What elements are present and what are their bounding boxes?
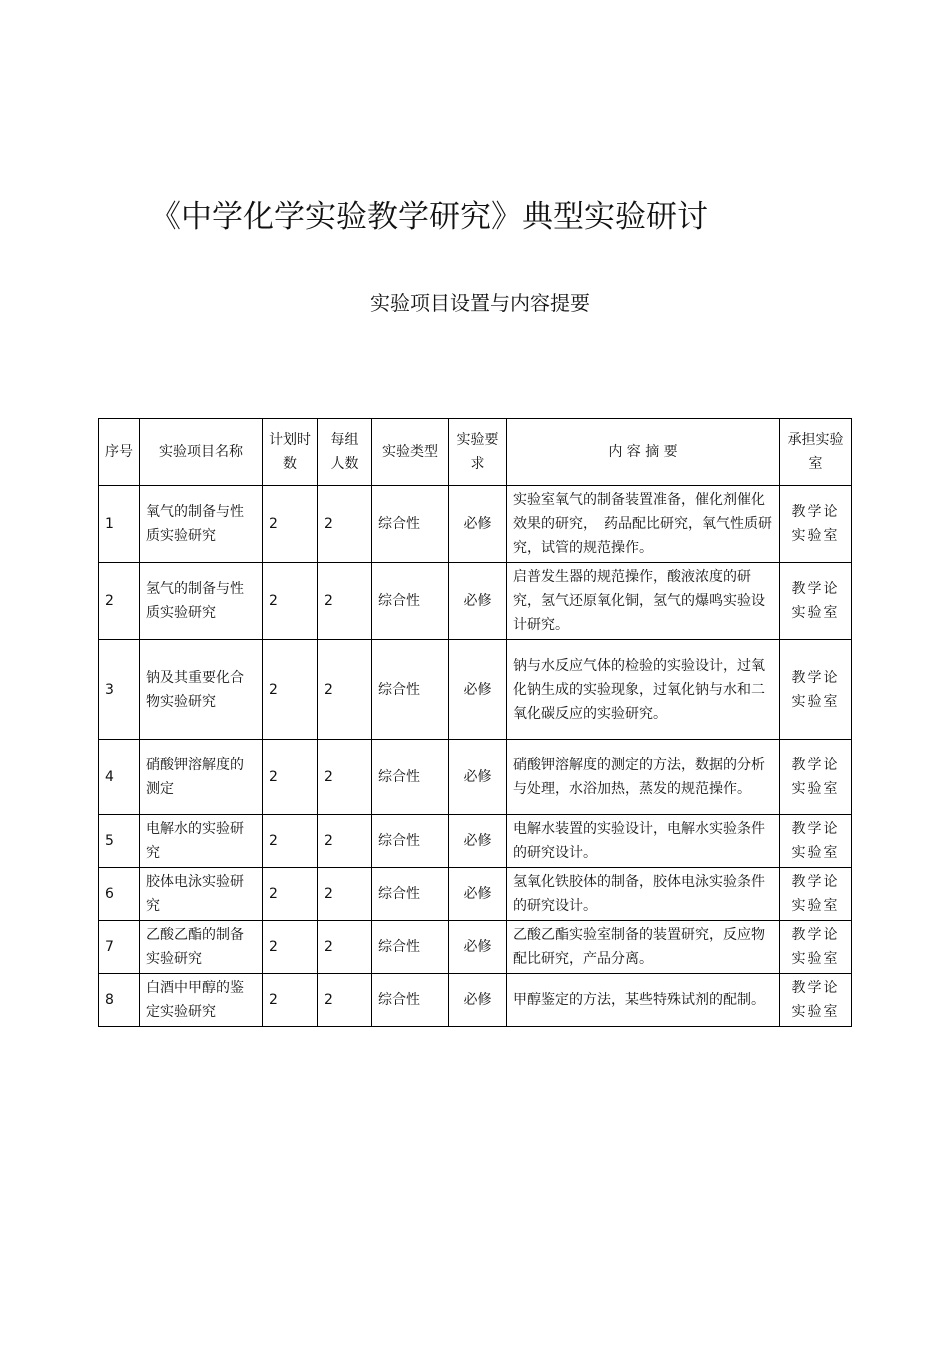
cell-requirement: 必修: [449, 563, 507, 640]
cell-lab: 教学论实验室: [780, 640, 852, 740]
cell-hours: 2: [263, 815, 318, 868]
table-row: [99, 563, 852, 640]
cell-lab: 教学论实验室: [780, 563, 852, 640]
cell-requirement: 必修: [449, 640, 507, 740]
cell-group: 2: [318, 921, 372, 974]
experiment-table: [98, 418, 852, 1027]
cell-requirement: 必修: [449, 740, 507, 815]
cell-type: 综合性: [372, 740, 449, 815]
cell-lab: 教学论实验室: [780, 921, 852, 974]
table-header-row: [99, 419, 852, 486]
cell-index: 4: [99, 740, 140, 815]
cell-type: 综合性: [372, 486, 449, 563]
cell-lab: 教学论实验室: [780, 486, 852, 563]
cell-name: 氧气的制备与性质实验研究: [140, 486, 263, 563]
cell-index: 3: [99, 640, 140, 740]
cell-index: 7: [99, 921, 140, 974]
cell-requirement: 必修: [449, 974, 507, 1027]
cell-lab: 教学论实验室: [780, 974, 852, 1027]
cell-name: 电解水的实验研究: [140, 815, 263, 868]
cell-name: 乙酸乙酯的制备实验研究: [140, 921, 263, 974]
cell-summary: 乙酸乙酯实验室制备的装置研究，反应物配比研究，产品分离。: [507, 921, 780, 974]
cell-index: 5: [99, 815, 140, 868]
cell-lab: 教学论实验室: [780, 868, 852, 921]
cell-group: 2: [318, 740, 372, 815]
table-row: [99, 740, 852, 815]
cell-summary: 氢氧化铁胶体的制备，胶体电泳实验条件的研究设计。: [507, 868, 780, 921]
cell-summary: 启普发生器的规范操作，酸液浓度的研究，氢气还原氧化铜，氢气的爆鸣实验设计研究。: [507, 563, 780, 640]
cell-name: 硝酸钾溶解度的测定: [140, 740, 263, 815]
cell-hours: 2: [263, 640, 318, 740]
cell-hours: 2: [263, 563, 318, 640]
cell-summary: 硝酸钾溶解度的测定的方法，数据的分析与处理，水浴加热，蒸发的规范操作。: [507, 740, 780, 815]
cell-hours: 2: [263, 974, 318, 1027]
document-title: 《中学化学实验教学研究》典型实验研讨: [150, 199, 708, 235]
table-row: [99, 921, 852, 974]
cell-summary: 电解水装置的实验设计，电解水实验条件的研究设计。: [507, 815, 780, 868]
cell-name: 钠及其重要化合物实验研究: [140, 640, 263, 740]
cell-group: 2: [318, 640, 372, 740]
cell-group: 2: [318, 486, 372, 563]
header-group: 每组人数: [318, 419, 372, 486]
cell-type: 综合性: [372, 640, 449, 740]
header-name: 实验项目名称: [140, 419, 263, 486]
cell-summary: 钠与水反应气体的检验的实验设计，过氧化钠生成的实验现象，过氧化钠与水和二氧化碳反应的实验研究。: [507, 640, 780, 740]
cell-index: 2: [99, 563, 140, 640]
header-hours: 计划时数: [263, 419, 318, 486]
cell-group: 2: [318, 815, 372, 868]
table-row: [99, 486, 852, 563]
cell-group: 2: [318, 868, 372, 921]
cell-index: 1: [99, 486, 140, 563]
cell-name: 白酒中甲醇的鉴定实验研究: [140, 974, 263, 1027]
table-row: [99, 974, 852, 1027]
cell-type: 综合性: [372, 815, 449, 868]
cell-hours: 2: [263, 921, 318, 974]
cell-index: 6: [99, 868, 140, 921]
cell-requirement: 必修: [449, 868, 507, 921]
cell-requirement: 必修: [449, 815, 507, 868]
table-row: [99, 815, 852, 868]
cell-requirement: 必修: [449, 486, 507, 563]
cell-summary: 甲醇鉴定的方法，某些特殊试剂的配制。: [507, 974, 780, 1027]
cell-group: 2: [318, 974, 372, 1027]
header-type: 实验类型: [372, 419, 449, 486]
cell-index: 8: [99, 974, 140, 1027]
cell-type: 综合性: [372, 868, 449, 921]
cell-summary: 实验室氧气的制备装置准备，催化剂催化效果的研究， 药品配比研究，氧气性质研究，试管的规范操作。: [507, 486, 780, 563]
cell-requirement: 必修: [449, 921, 507, 974]
header-index: 序号: [99, 419, 140, 486]
header-lab: 承担实验室: [780, 419, 852, 486]
cell-group: 2: [318, 563, 372, 640]
table-row: [99, 868, 852, 921]
cell-name: 胶体电泳实验研究: [140, 868, 263, 921]
cell-name: 氢气的制备与性质实验研究: [140, 563, 263, 640]
cell-type: 综合性: [372, 563, 449, 640]
cell-hours: 2: [263, 486, 318, 563]
cell-type: 综合性: [372, 974, 449, 1027]
cell-hours: 2: [263, 868, 318, 921]
cell-lab: 教学论实验室: [780, 815, 852, 868]
header-requirement: 实验要求: [449, 419, 507, 486]
cell-hours: 2: [263, 740, 318, 815]
cell-type: 综合性: [372, 921, 449, 974]
header-summary: 内 容 摘 要: [507, 419, 780, 486]
cell-lab: 教学论实验室: [780, 740, 852, 815]
document-subtitle: 实验项目设置与内容提要: [370, 291, 590, 315]
table-row: [99, 640, 852, 740]
